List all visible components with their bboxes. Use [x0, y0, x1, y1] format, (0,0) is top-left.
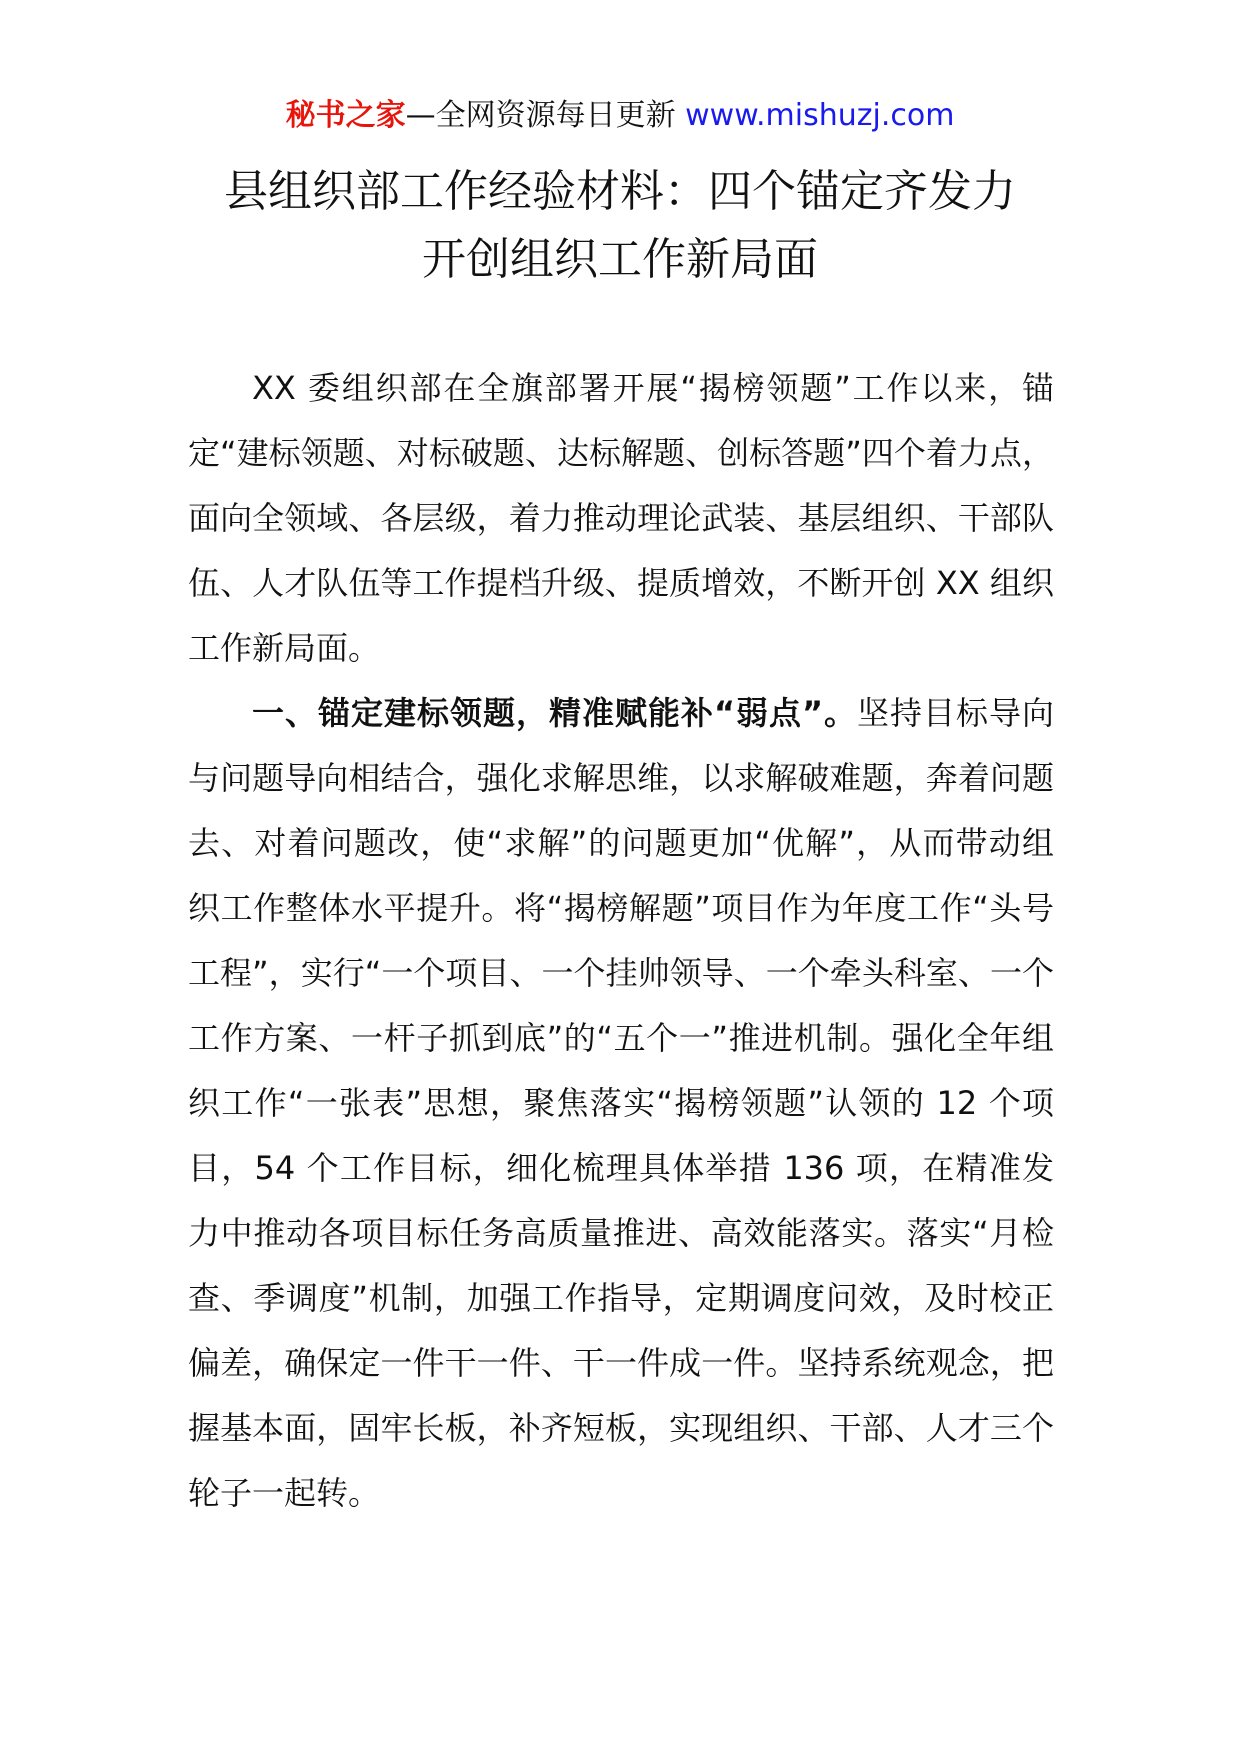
section-one-heading: 一、锚定建标领题，精准赋能补“弱点”。: [252, 694, 857, 732]
intro-text: XX 委组织部在全旗部署开展“揭榜领题”工作以来，锚定“建标领题、对标破题、达标解题、创标答题”四个着力点，面向全领域、各层级，着力推动理论武装、基层组织、干部队伍、人才队伍等工作提档升级、提质增效，不断开创 XX 组织工作新局面。: [188, 369, 1054, 667]
title-line-1: 县组织部工作经验材料：四个锚定齐发力: [224, 166, 1016, 217]
intro-paragraph: [188, 356, 1054, 681]
site-tagline: —全网资源每日更新: [405, 98, 686, 133]
section-one-paragraph: [188, 681, 1054, 1526]
site-brand: 秘书之家: [285, 98, 406, 133]
title-line-2: 开创组织工作新局面: [422, 234, 818, 285]
site-header: [0, 96, 1240, 136]
document-title: [0, 158, 1240, 294]
document-body: [188, 356, 1054, 1526]
section-one-text: 坚持目标导向与问题导向相结合，强化求解思维，以求解破难题，奔着问题去、对着问题改，使“求解”的问题更加“优解”，从而带动组织工作整体水平提升。将“揭榜解题”项目作为年度工作“头号工程”，实行“一个项目、一个挂帅领导、一个牵头科室、一个工作方案、一杆子抓到底”的“五个一”推进机制。强化全年组织工作“一张表”思想，聚焦落实“揭榜领题”认领的 12 个项目，54 个工作目标，细化梳理具体举措 136 项，在精准发力中推动各项目标任务高质量推进、高效能落实。落实“月检查、季调度”机制，加强工作指导，定期调度问效，及时校正偏差，确保定一件干一件、干一件成一件。坚持系统观念，把握基本面，固牢长板，补齐短板，实现组织、干部、人才三个轮子一起转。: [188, 694, 1054, 1512]
site-url[interactable]: www.mishuzj.com: [685, 98, 955, 133]
